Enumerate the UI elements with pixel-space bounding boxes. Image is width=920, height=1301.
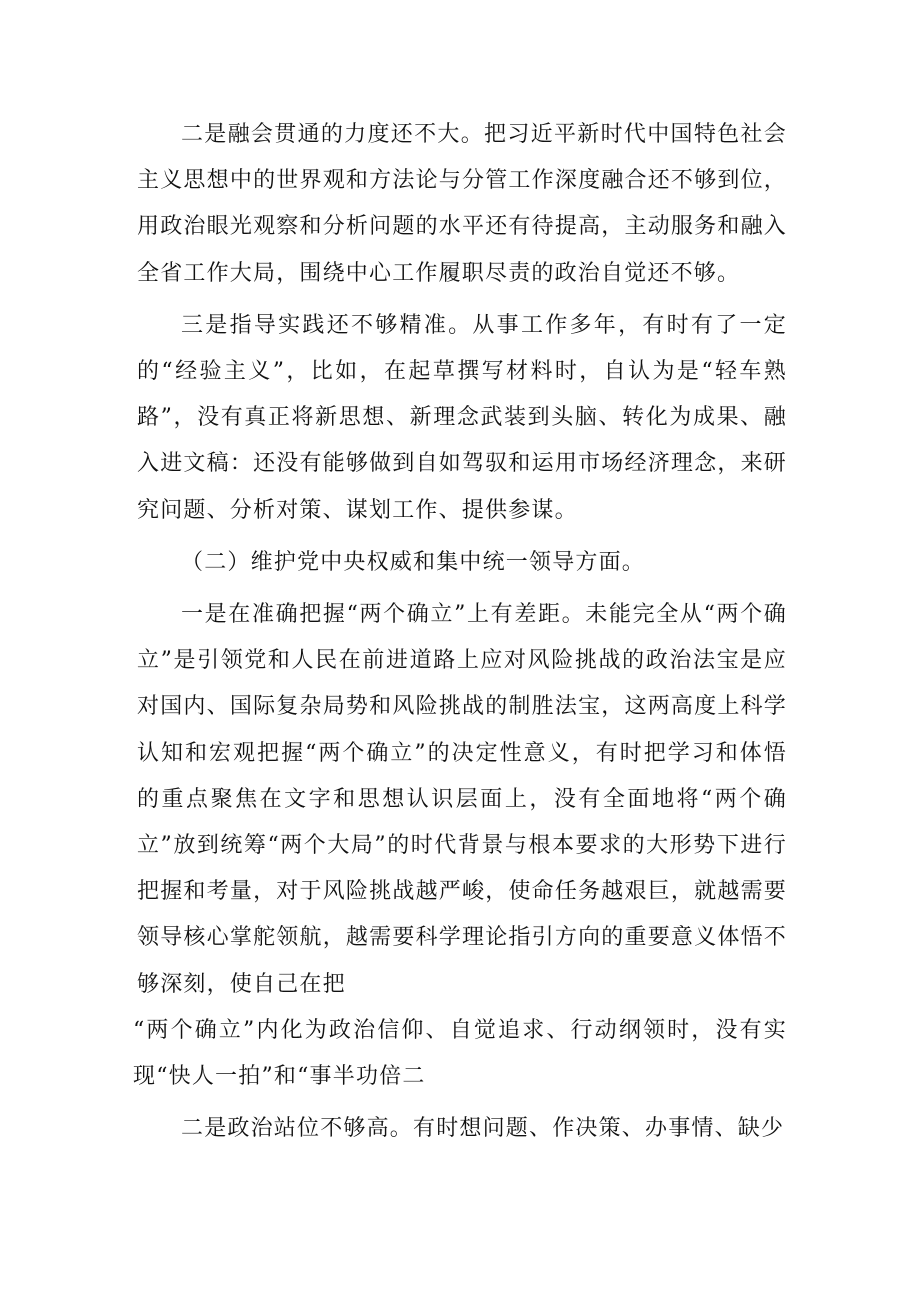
- section-heading-central-authority: （二）维护党中央权威和集中统一领导方面。: [181, 549, 646, 575]
- paragraph-fusion-strength: 二是融会贯通的力度还不大。把习近平新时代中国特色社会主义思想中的世界观和方法论与分管工作深度融合还不够到位，用政治眼光观察和分析问题的水平还有待提高，主动服务和融入全省工作大局，围绕中心工作履职尽责的政治自觉还不够。: [137, 122, 787, 286]
- paragraph-guiding-practice: 三是指导实践还不够精准。从事工作多年，有时有了一定的“经验主义”，比如，在起草撰写材料时，自认为是“轻车熟路”，没有真正将新思想、新理念武装到头脑、转化为成果、融入进文稿：还没有能够做到自如驾驭和运用市场经济理念，来研究问题、分析对策、谋划工作、提供参谋。: [137, 312, 787, 523]
- document-page: [133, 112, 787, 1158]
- paragraph-political-stance: 二是政治站位不够高。有时想问题、作决策、办事情、缺少: [181, 1116, 785, 1142]
- paragraph-continuation: “两个确立”内化为政治信仰、自觉追求、行动纲领时，没有实现“快人一拍”和“事半功倍二: [133, 1017, 787, 1090]
- paragraph-two-establishments: 一是在准确把握“两个确立”上有差距。未能完全从“两个确立”是引领党和人民在前进道路上应对风险挑战的政治法宝是应对国内、国际复杂局势和风险挑战的制胜法宝，这两高度上科学认知和宏观把握“两个确立”的决定性意义，有时把学习和体悟的重点聚焦在文字和思想认识层面上，没有全面地将“两个确立”放到统筹“两个大局”的时代背景与根本要求的大形势下进行把握和考量，对于风险挑战越严峻，使命任务越艰巨，就越需要领导核心掌舵领航，越需要科学理论指引方向的重要意义体悟不够深刻，使自己在把: [137, 602, 787, 997]
